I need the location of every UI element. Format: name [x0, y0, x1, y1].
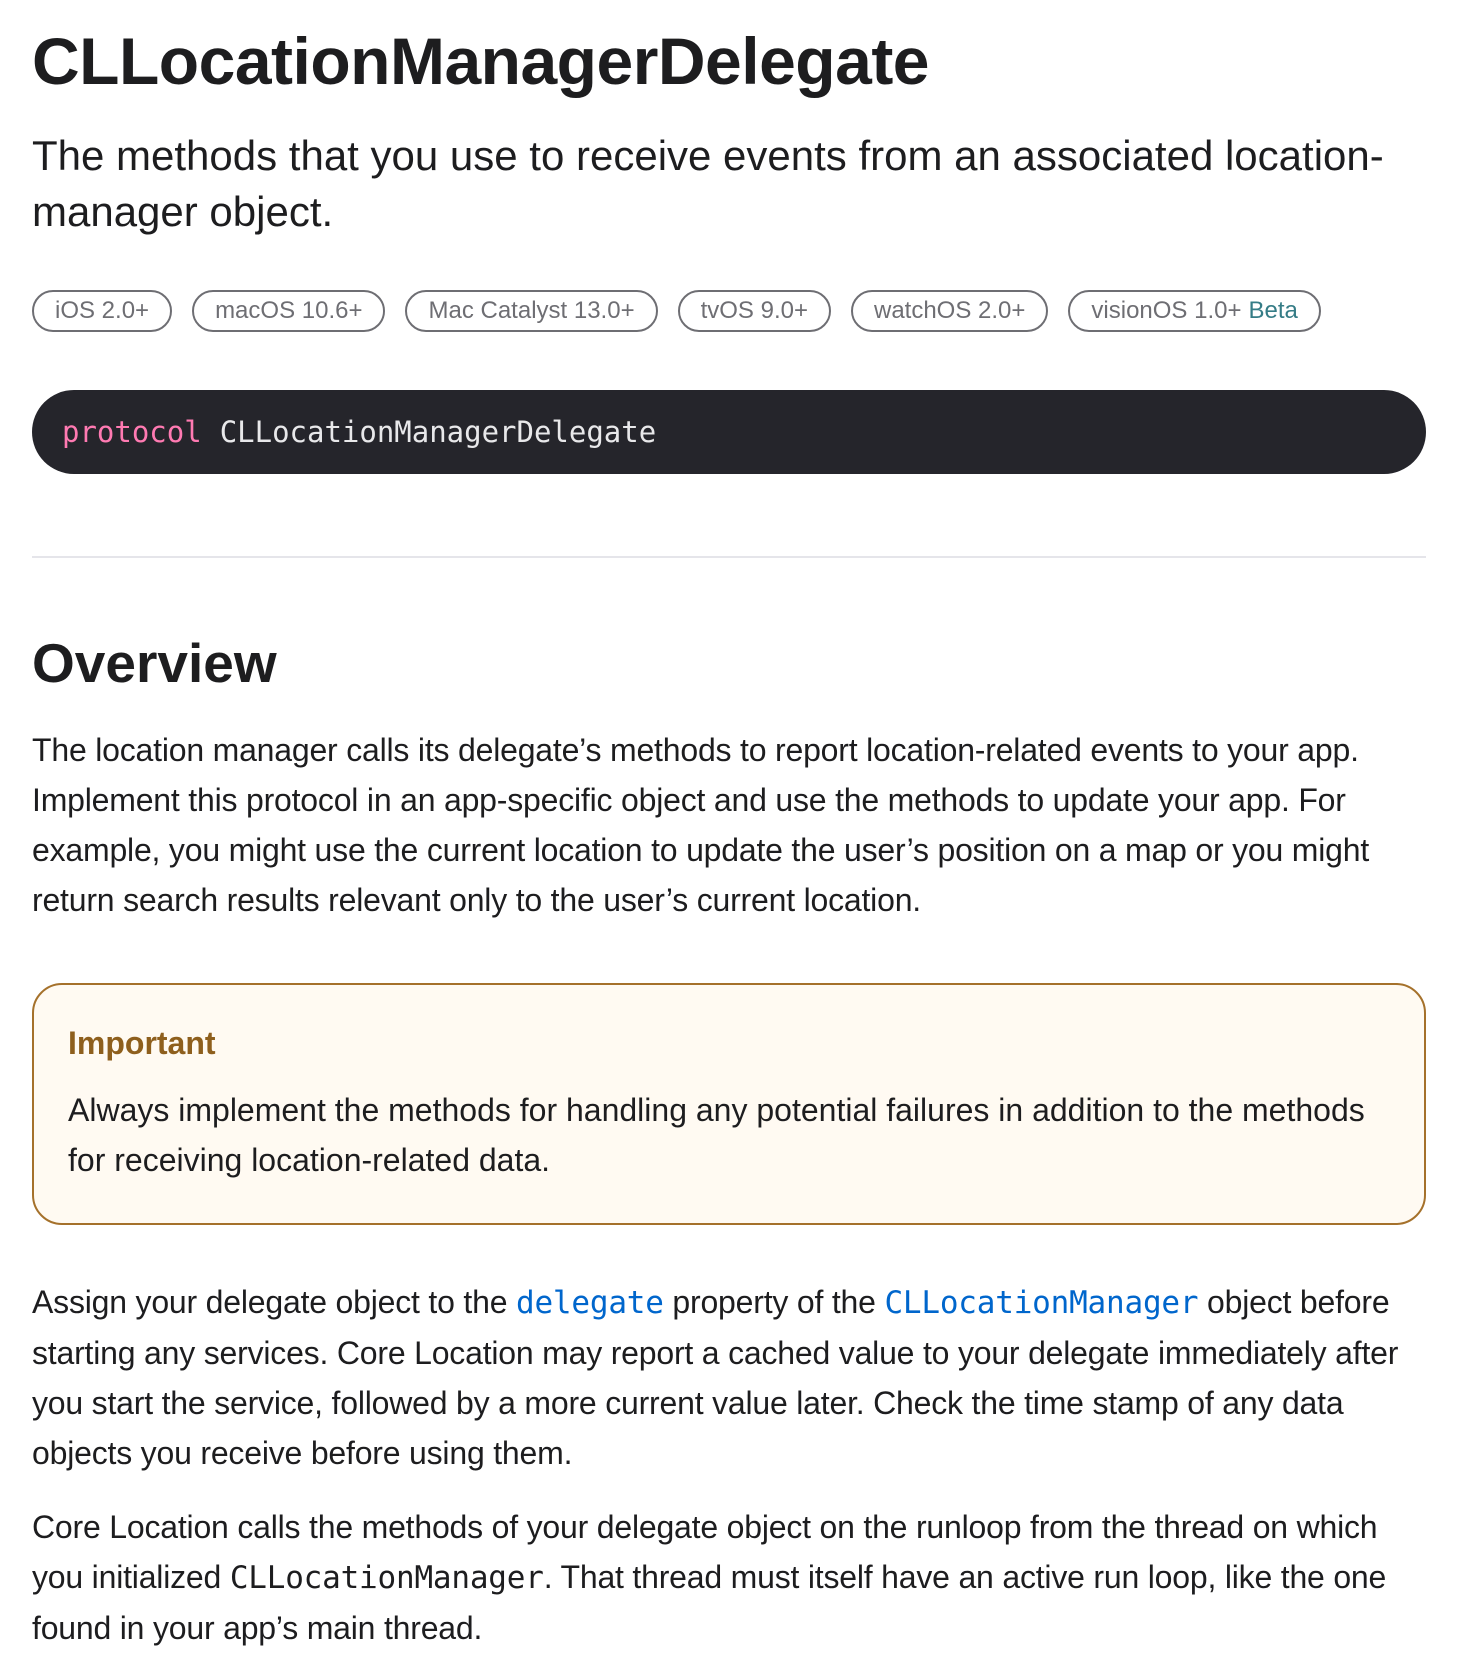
declaration-name: CLLocationManagerDelegate	[219, 415, 657, 449]
cllocationmanager-link[interactable]: CLLocationManager	[884, 1285, 1199, 1321]
platform-badge-visionos	[1068, 290, 1320, 332]
inline-code-cllocationmanager: CLLocationManager	[229, 1560, 544, 1596]
platform-badge-label: macOS 10.6+	[215, 297, 363, 324]
paragraph-text: object before starting any services. Core Location may report a cached value to your delegate immediately after you start the service, followed by a more current value later. Check the time stamp of any data objects you receive before using them.	[32, 1284, 1399, 1471]
platform-badge-label: Mac Catalyst 13.0+	[428, 297, 635, 324]
paragraph-text: Core Location calls the methods of your delegate object on the runloop from the thread on which you initialized	[32, 1509, 1378, 1595]
platform-availability	[32, 290, 1426, 332]
platform-badge-label: tvOS 9.0+	[700, 297, 808, 324]
platform-badge-mac-catalyst	[405, 290, 657, 332]
declaration-keyword: protocol	[62, 415, 202, 449]
page-abstract: The methods that you use to receive events from an associated location-manager object.	[32, 132, 1384, 235]
delegate-property-link[interactable]: delegate	[516, 1285, 664, 1321]
platform-badge-watchos	[851, 290, 1048, 332]
overview-paragraph-2	[32, 1277, 1426, 1478]
page-title: CLLocationManagerDelegate	[32, 24, 929, 98]
platform-badge-label: watchOS 2.0+	[873, 297, 1026, 324]
overview-heading: Overview	[32, 632, 277, 694]
overview-paragraph-3	[32, 1502, 1426, 1653]
paragraph-text: Assign your delegate object to the	[32, 1284, 516, 1320]
paragraph-text: . That thread must itself have an active run loop, like the one found in your app’s main thread.	[32, 1559, 1387, 1646]
overview-paragraph-1: The location manager calls its delegate’s methods to report location-related events to your app. Implement this protocol in an app-specific object and use the methods to update your app. For example, you might use the current location to update the user’s position on a map or you might return search results relevant only to the user’s current location.	[32, 732, 1370, 918]
section-divider	[32, 556, 1426, 558]
platform-badge-tvos	[678, 290, 831, 332]
platform-badge-label: iOS 2.0+	[55, 297, 150, 324]
platform-badge-label: visionOS 1.0+	[1091, 297, 1242, 324]
declaration-code-block	[32, 390, 1426, 474]
important-aside-text: Always implement the methods for handling any potential failures in addition to the methods for receiving location-related data.	[68, 1092, 1365, 1178]
paragraph-text: property of the	[663, 1284, 885, 1320]
platform-badge-macos	[192, 290, 385, 332]
platform-badge-ios	[32, 290, 172, 332]
important-aside	[32, 983, 1426, 1225]
beta-label: Beta	[1248, 297, 1298, 324]
important-aside-title: Important	[68, 1025, 216, 1061]
